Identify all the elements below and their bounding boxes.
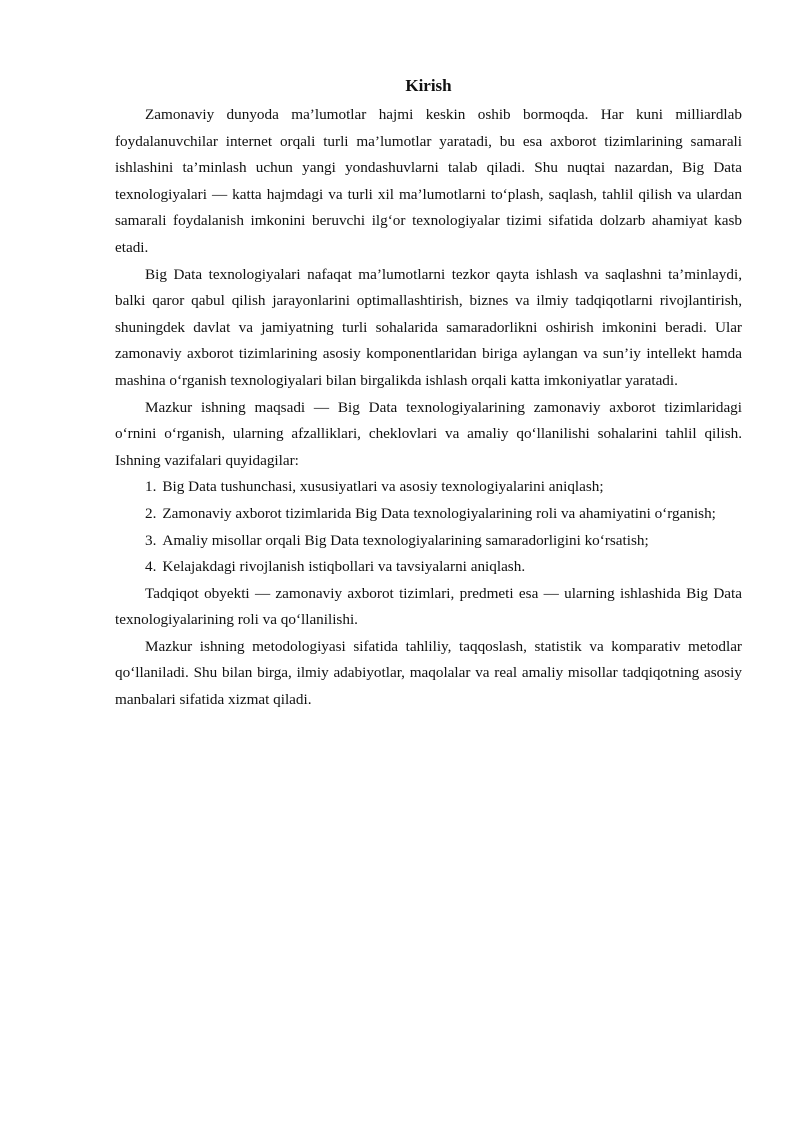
list-item-number: 3. (145, 531, 157, 549)
page-title: Kirish (405, 76, 452, 95)
list-item-text: Amaliy misollar orqali Big Data texnologiyalarining samaradorligini ko‘rsatish; (162, 531, 649, 549)
list-item-text: Big Data tushunchasi, xususiyatlari va asosiy texnologiyalarini aniqlash; (162, 478, 604, 496)
list-item (115, 501, 742, 528)
task-list (115, 474, 742, 580)
document-page (115, 74, 742, 714)
list-item (115, 554, 742, 581)
list-item (115, 474, 742, 501)
paragraph-methodology: Mazkur ishning metodologiyasi sifatida tahliliy, taqqoslash, statistik va komparativ metodlar qo‘llaniladi. Shu bilan birga, ilmiy adabiyotlar, maqolalar va real amaliy misollar tadqiqotning asosiy manbalari sifatida xizmat qiladi. (115, 637, 742, 709)
paragraph-goal: Mazkur ishning maqsadi — Big Data texnologiyalarining zamonaviy axborot tizimlaridagi o‘rnini o‘rganish, ularning afzalliklari, cheklovlari va amaliy qo‘llanilishi sohalarini tahlil qilish. Ishning vazifalari quyidagilar: (115, 398, 742, 469)
list-item-text: Zamonaviy axborot tizimlarida Big Data texnologiyalarining roli va ahamiyatini o‘rganish; (162, 504, 716, 522)
list-item-number: 1. (145, 478, 157, 496)
list-item-number: 2. (145, 504, 157, 522)
paragraph-object: Tadqiqot obyekti — zamonaviy axborot tizimlari, predmeti esa — ularning ishlashida Big Data texnologiyalarining roli va qo‘llanilishi. (115, 584, 742, 629)
list-item-number: 4. (145, 558, 157, 576)
list-item-text: Kelajakdagi rivojlanish istiqbollari va tavsiyalarni aniqlash. (162, 558, 526, 576)
paragraph-big-data: Big Data texnologiyalari nafaqat ma’lumotlarni tezkor qayta ishlash va saqlashni ta’minlaydi, balki qaror qabul qilish jarayonlarini optimallashtirish, biznes va ilmiy tadqiqotlarni rivojlantirish, shuningdek davlat va jamiyatning turli sohalarida samaradorlikni oshirish imkonini beradi. Ular zamonaviy axborot tizimlarining asosiy komponentlaridan biriga aylangan va sun’iy intellekt hamda mashina o‘rganish texnologiyalari bilan birgalikda ishlash orqali katta imkoniyatlar yaratadi. (115, 265, 742, 389)
list-item (115, 528, 742, 555)
paragraph-intro: Zamonaviy dunyoda ma’lumotlar hajmi keskin oshib bormoqda. Har kuni milliardlab foydalanuvchilar internet orqali turli ma’lumotlar yaratadi, bu esa axborot tizimlarining samarali ishlashini ta’minlash uchun yangi yondashuvlarni talab qiladi. Shu nuqtai nazardan, Big Data texnologiyalari — katta hajmdagi va turli xil ma’lumotlarni to‘plash, saqlash, tahlil qilish va ulardan samarali foydalanish imkonini beruvchi ilg‘or texnologiyalar tizimi sifatida dolzarb ahamiyat kasb etadi. (115, 106, 742, 256)
